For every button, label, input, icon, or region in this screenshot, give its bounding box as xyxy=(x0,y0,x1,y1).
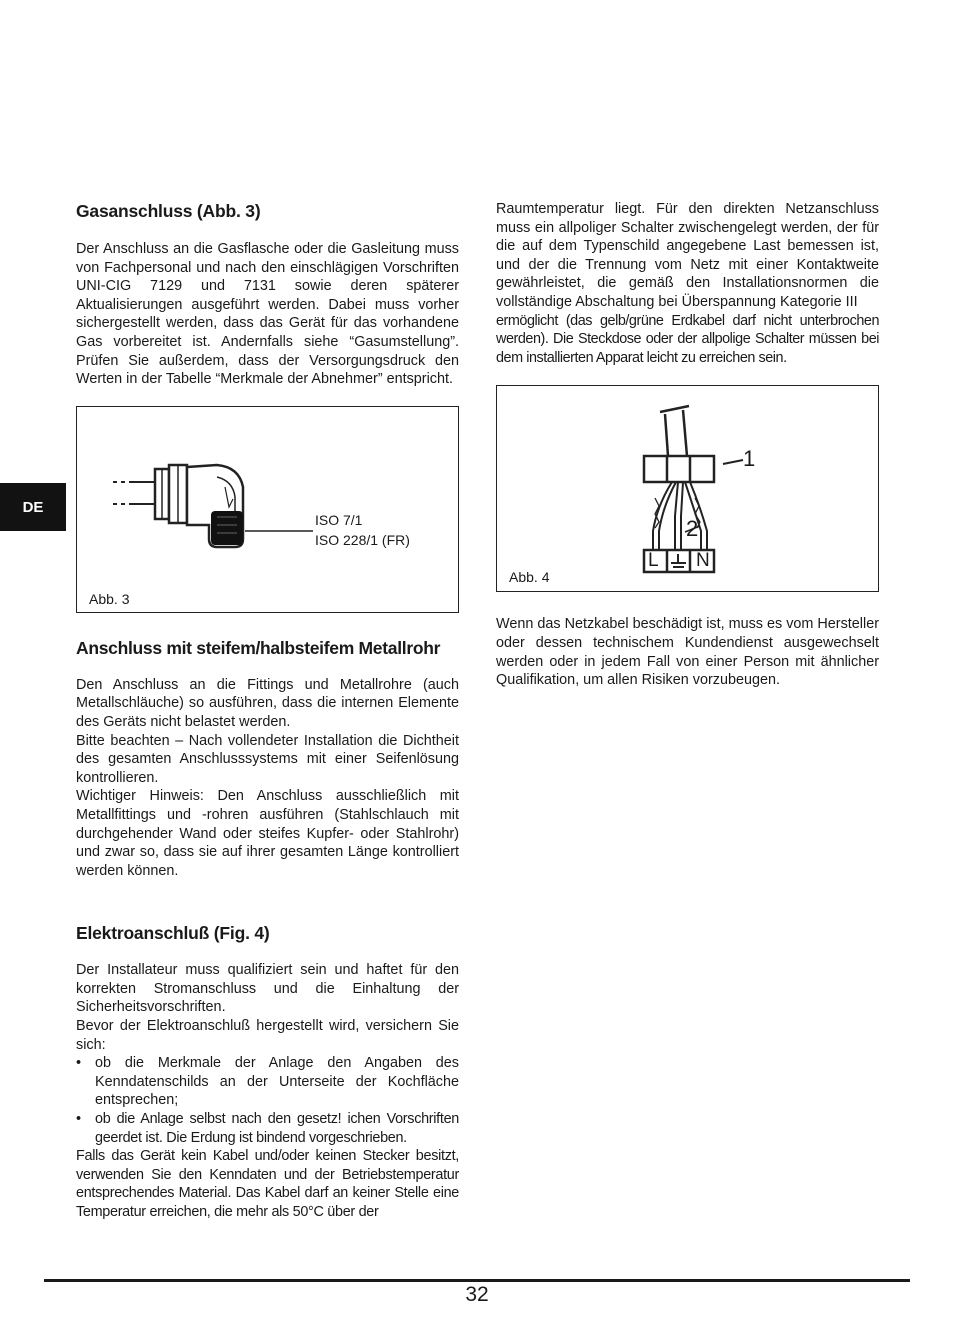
gas-connection-heading: Gasanschluss (Abb. 3) xyxy=(76,201,261,221)
fig4-caption: Abb. 4 xyxy=(509,569,550,586)
terminal-block-drawing xyxy=(497,386,878,591)
figure-4 xyxy=(496,385,879,592)
page-number: 32 xyxy=(465,1283,489,1306)
rigid-pipe-text-2: Bitte beachten – Nach vollendeter Installation die Dichtheit des gesamten Anschlusssystems mit einer Seifenlösung kontrollieren. xyxy=(76,732,459,786)
power-cable-text: Wenn das Netzkabel beschädigt ist, muss es vom Hersteller oder dessen technischem Kundendienst ausgewechselt werden oder in jedem Fall von einer Person mit ähnlicher Qualifikation, um allen Risiken vorzubeugen. xyxy=(496,616,879,689)
right-column xyxy=(496,200,879,690)
fig4-terminal-L: L xyxy=(648,550,659,572)
language-tab: DE xyxy=(0,483,66,531)
left-column xyxy=(76,200,459,1222)
fig4-label-1: 1 xyxy=(743,446,756,472)
rigid-pipe-text-1: Den Anschluss an die Fittings und Metallrohre (auch Metallschläuche) so ausführen, dass die internen Elemente des Geräts nicht belastet werden. xyxy=(76,676,459,730)
gas-elbow-fitting-drawing xyxy=(77,407,458,612)
rigid-pipe-heading: Anschluss mit steifem/halbsteifem Metallrohr xyxy=(76,637,441,658)
electrical-text-1: Der Installateur muss qualifiziert sein und haftet für den korrekten Stromanschluss und die Einhaltung der Sicherheitsvorschriften. xyxy=(76,962,459,1016)
gas-connection-text: Der Anschluss an die Gasflasche oder die Gasleitung muss von Fachpersonal und nach den einschlägigen Vorschriften UNI-CIG 7129 und 7131 sowie deren späterer Aktualisierungen ausgeführt werden. Dabei muss vorher sichergestellt werden, dass das Gerät für das vorhandene Gas vorbereitet ist. Andernfalls siehe “Gasumstellung”. Prüfen Sie außerdem, dass der Versorgungsdruck den Werten in der Tabelle “Merkmale der Abnehmer” entspricht. xyxy=(76,241,459,388)
figure-3 xyxy=(76,406,459,613)
electrical-checklist xyxy=(76,1054,459,1147)
fig3-caption: Abb. 3 xyxy=(89,590,130,607)
checklist-item: • ob die Merkmale der Anlage den Angaben des Kenndatenschilds an der Unterseite der Kochfläche entsprechen; xyxy=(76,1054,459,1110)
rigid-pipe-text-3: Wichtiger Hinweis: Den Anschluss ausschließlich mit Metallfittings und -rohren ausführen (Stahlschlauch mit durchgehender Wand oder steifes Kupfer- oder Stahlrohr) und zwar so, dass sie auf ihrer gesamten Länge kontrolliert werden können. xyxy=(76,788,459,879)
fig3-iso-label-2: ISO 228/1 (FR) xyxy=(315,531,410,548)
checklist-item: • ob die Anlage selbst nach den gesetz! ichen Vorschriften geerdet ist. Die Erdung ist bindend vorgeschrieben. xyxy=(76,1110,459,1147)
footer-rule xyxy=(44,1279,910,1282)
electrical-continued-text-2: ermöglicht (das gelb/grüne Erdkabel darf nicht unterbrochen werden). Die Steckdose oder der allpolige Schalter müssen bei dem installierten Apparat leicht zu erreichen sein. xyxy=(496,312,879,366)
fig4-terminal-N: N xyxy=(696,550,710,572)
electrical-heading: Elektroanschluß (Fig. 4) xyxy=(76,923,270,944)
electrical-text-3: Falls das Gerät kein Kabel und/oder keinen Stecker besitzt, verwenden Sie den Kenndaten und der Betriebstemperatur entsprechendes Material. Das Kabel darf an keiner Stelle eine Temperatur erreichen, die mehr als 50°C über der xyxy=(76,1148,459,1220)
fig3-iso-label-1: ISO 7/1 xyxy=(315,511,363,528)
fig4-label-2: 2 xyxy=(686,516,699,542)
electrical-continued-text: Raumtemperatur liegt. Für den direkten Netzanschluss muss ein allpoliger Schalter zwischengelegt werden, der für die auf dem Typenschild angegebene Last bemessen ist, und der die Trennung vom Netz mit einer Kontaktweite gewährleistet, die gemäß den Installationsnormen die vollständige Abschaltung bei Überspannung Kategorie III xyxy=(496,201,879,310)
electrical-text-2: Bevor der Elektroanschluß hergestellt wird, versichern Sie sich: xyxy=(76,1018,459,1053)
